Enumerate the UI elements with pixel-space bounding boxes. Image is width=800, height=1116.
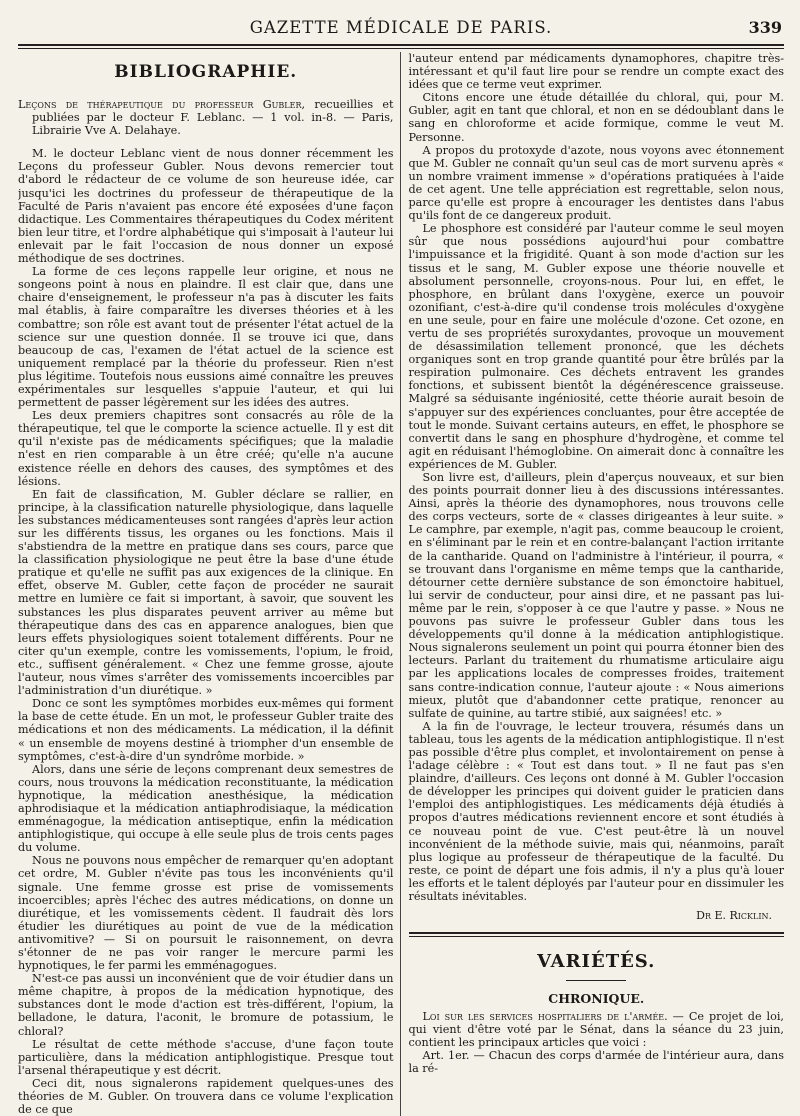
paragraph: A la fin de l'ouvrage, le lecteur trouvera, résumés dans un tableau, tous les agents de la médication antiphlogistique. Il n'est pas possible d'être plus complet, et involontairement on pense à l'adage célèbre : « Tout est dans tout. » Il ne faut pas s'en plaindre, d'ailleurs. Ces leçons ont donné à M. Gubler l'occasion de développer les principes qui doivent guider le praticien dans l'emploi des antiphlogistiques. Les médicaments déjà étudiés à propos d'autres médications reviennent encore et sont étudiés à ce nouveau point de vue. C'est peut-être là un nouvel inconvénient de la méthode suivie, mais qui, néanmoins, paraît plus logique au professeur de thérapeutique de la faculté. Du reste, ce point de départ une fois admis, il n'y a plus qu'à louer les efforts et le talent déployés par l'auteur pour en dissimuler les résultats inévitables. [408, 719, 784, 903]
paragraph: Les deux premiers chapitres sont consacrés au rôle de la thérapeutique, tel que le comporte la science actuelle. Il y est dit qu'il n'existe pas de médicaments spécifiques; que la maladie n'est en rien comparable à un être créé; qu'elle n'a aucune existence réelle en dehors des causes, des symptômes et des lésions. [18, 409, 394, 488]
columns [18, 52, 784, 1116]
paragraph: l'auteur entend par médicaments dynamophores, chapitre très-intéressant et qu'il faut lire pour se rendre un compte exact des idées que ce terme veut exprimer. [408, 52, 784, 92]
author-signature: Dr E. Ricklin. [696, 909, 772, 923]
right-column [400, 52, 785, 1116]
article-line: Art. 1er. — Chacun des corps d'armée de l'intérieur aura, dans la ré- [408, 1049, 784, 1076]
paragraph: Donc ce sont les symptômes morbides eux-mêmes qui forment la base de cette étude. En un mot, le professeur Gubler traite des médications et non des médicaments. La médication, il la définit « un ensemble de moyens destiné à triompher d'un ensemble de symptômes, c'est-à-dire d'un syndrôme morbide. » [18, 697, 394, 763]
paragraph: La forme de ces leçons rappelle leur origine, et nous ne songeons point à nous en plaindre. Il est clair que, dans une chaire d'enseignement, le professeur n'a pas à discuter les faits mal établis, à faire comparaître les diverses théories et à les combattre; son rôle est avant tout de présenter l'état actuel de la science sur une question donnée. Il se trouve ici que, dans beaucoup de cas, l'examen de l'état actuel de la science est uniquement remplacé par la théorie du professeur. Rien n'est plus légitime. Toutefois nous eussions aimé connaître les preuves expérimentales sur lesquelles s'appuie l'auteur, et qui lui permettent de passer légèrement sur les idées des autres. [18, 265, 394, 410]
paragraph: Ceci dit, nous signalerons rapidement quelques-unes des théories de M. Gubler. On trouvera dans ce volume l'explication de ce que [18, 1076, 394, 1116]
law-text: — Ce projet de loi, qui vient d'être voté par le Sénat, dans la séance du 23 juin, contient les principaux articles que voici : [408, 1010, 784, 1050]
page-number: 339 [748, 18, 782, 37]
short-rule [566, 980, 626, 981]
paragraph: Alors, dans une série de leçons comprenant deux semestres de cours, nous trouvons la médication reconstituante, la médication hypnotique, la médication anesthésique, la médication aphrodisiaque et la médication antiaphrodisiaque, la médication emménagogue, la médication antiseptique, enfin la médication antiphlogistique, qui occupe à elle seule plus de trois cents pages du volume. [18, 762, 394, 855]
law-title: Loi sur les services hospitaliers de l'armée. [422, 1010, 668, 1024]
masthead [18, 14, 784, 42]
paragraph: Son livre est, d'ailleurs, plein d'aperçus nouveaux, et sur bien des points pourrait donner lieu à des discussions intéressantes. Ainsi, après la théorie des dynamophores, nous trouvons celle des corps vecteurs, sorte de « classes dirigeantes à leur suite. » Le camphre, par exemple, n'agit pas, comme beaucoup le croient, en s'éliminant par le rein et en contre-balançant l'action irritante de la cantharide. Quand on l'administre à l'intérieur, il pourra, « se trouvant dans l'organisme en même temps que la cantharide, détourner cette dernière substance de son émonctoire habituel, lui servir de conducteur, pour ainsi dire, et ne passant pas lui-même par le rein, s'opposer à ce que l'autre y passe. » Nous ne pouvons pas suivre le professeur Gubler dans tous les développements qu'il donne à la médication antiphlogistique. Nous signalerons seulement un point qui pourra étonner bien des lecteurs. Parlant du traitement du rhumatisme articulaire aigu par les applications locales de compresses froides, traitement sans contre-indication connue, l'auteur ajoute : « Nous aimerions mieux, plutôt que d'abandonner cette pratique, renoncer au sulfate de quinine, au tartre stibié, aux saignées! etc. » [408, 471, 784, 720]
book-reference-details: recueillies et publiées par le docteur F. Leblanc. — 1 vol. in-8. — Paris, Librairie Vve A. Delahaye. [32, 98, 394, 138]
paragraph: En fait de classification, M. Gubler déclare se rallier, en principe, à la classification naturelle physiologique, dans laquelle les substances médicamenteuses sont rangées d'après leur action sur les différents tissus, les organes ou les fonctions. Mais il s'abstiendra de la mettre en pratique dans ses cours, parce que la classification physiologique ne peut être la base d'une étude pratique et qu'elle ne suffit pas aux exigences de la clinique. En effet, observe M. Gubler, cette façon de procéder ne saurait mettre en lumière ce fait si important, à savoir, que souvent les substances les plus disparates peuvent arriver au même but thérapeutique dans des cas en apparence analogues, bien que leurs effets physiologiques soient totalement différents. Pour ne citer qu'un exemple, contre les vomissements, l'opium, le froid, etc., suffisent généralement. « Chez une femme grosse, ajoute l'auteur, nous vîmes s'arrêter des vomissements incoercibles par l'administration d'un diurétique. » [18, 487, 394, 698]
paragraph: Le phosphore est considéré par l'auteur comme le seul moyen sûr que nous possédions aujourd'hui pour combattre l'impuissance et la frigidité. Quant à son mode d'action sur les tissus et le sang, M. Gubler expose une théorie nouvelle et absolument personnelle, croyons-nous. Pour lui, en effet, le phosphore, en brûlant dans l'oxygène, exerce un pouvoir ozonifiant, c'est-à-dire qu'il condense trois molécules d'oxygène en une seule, pour en faire une molécule d'ozone. Cet ozone, en vertu de ses propriétés suroxydantes, provoque un mouvement de désassimilation tellement prononcé, que les déchets organiques sont en trop grande quantité pour être brûlés par la respiration pulmonaire. Ces déchets entravent les grandes fonctions, et subissent bientôt la dégénérescence graisseuse. Malgré sa séduisante ingéniosité, cette théorie aurait besoin de s'appuyer sur des expériences concluantes, pour être acceptée de tout le monde. Suivant certains auteurs, en effet, le phosphore se convertit dans le sang en phosphure d'hydrogène, et comme tel agit en réduisant l'hémoglobine. On aimerait donc à connaître les expériences de M. Gubler. [408, 222, 784, 471]
section-title-bibliographie: BIBLIOGRAPHIE. [114, 62, 298, 82]
section-title-varietes: VARIÉTÉS. [537, 951, 656, 973]
left-column [18, 52, 400, 1116]
book-reference [18, 98, 394, 137]
subheading-chronique: CHRONIQUE. [548, 991, 645, 1007]
paragraph: Le résultat de cette méthode s'accuse, d'une façon toute particulière, dans la médication antiphlogistique. Presque tout l'arsenal thérapeutique y est décrit. [18, 1037, 394, 1077]
paragraph: M. le docteur Leblanc vient de nous donner récemment les Leçons du professeur Gubler. Nous devons remercier tout d'abord le rédacteur de ce volume de son heureuse idée, car jusqu'ici les doctrines du professeur de thérapeutique de la Faculté de Paris n'avaient pas encore été exposées d'une façon didactique. Les Commentaires thérapeutiques du Codex méritent bien leur titre, et l'ordre alphabétique qui s'imposait à l'auteur lui enlevait par le fait l'occasion de nous donner un exposé méthodique de ses doctrines. [18, 147, 394, 266]
section-divider [409, 932, 785, 937]
book-reference-title: Leçons de thérapeutique du professeur Gubler, [18, 98, 306, 111]
journal-title: GAZETTE MÉDICALE DE PARIS. [249, 18, 553, 37]
paragraph: N'est-ce pas aussi un inconvénient que de voir étudier dans un même chapitre, à propos de la médication hypnotique, des substances dont le mode d'action est très-différent, l'opium, la belladone, le datura, l'aconit, le bromure de potassium, le chloral? [18, 972, 394, 1038]
header-rule [18, 44, 784, 49]
law-paragraph [409, 1010, 785, 1049]
paragraph: Citons encore une étude détaillée du chloral, qui, pour M. Gubler, agit en tant que chloral, et non en se dédoublant dans le sang en chloroforme et acide formique, comme le veut M. Personne. [408, 91, 784, 144]
paragraph: A propos du protoxyde d'azote, nous voyons avec étonnement que M. Gubler ne connaît qu'un seul cas de mort survenu après « un nombre vraiment immense » d'opérations pratiquées à l'aide de cet agent. Une telle appréciation est regrettable, selon nous, parce qu'elle est propre à encourager les dentistes dans l'abus qu'ils font de ce dangereux produit. [408, 143, 784, 223]
paragraph: Nous ne pouvons nous empêcher de remarquer qu'en adoptant cet ordre, M. Gubler n'évite pas tous les inconvénients qu'il signale. Une femme grosse est prise de vomissements incoercibles; après l'échec des autres médications, on donne un diurétique, et les vomissements cèdent. Il faudrait dès lors étudier les diurétiques au point de vue de la médication antivomitive? — Si on poursuit le raisonnement, on devra s'étonner de ne pas voir ranger le mercure parmi les hypnotiques, le fer parmi les emménagogues. [18, 854, 394, 973]
